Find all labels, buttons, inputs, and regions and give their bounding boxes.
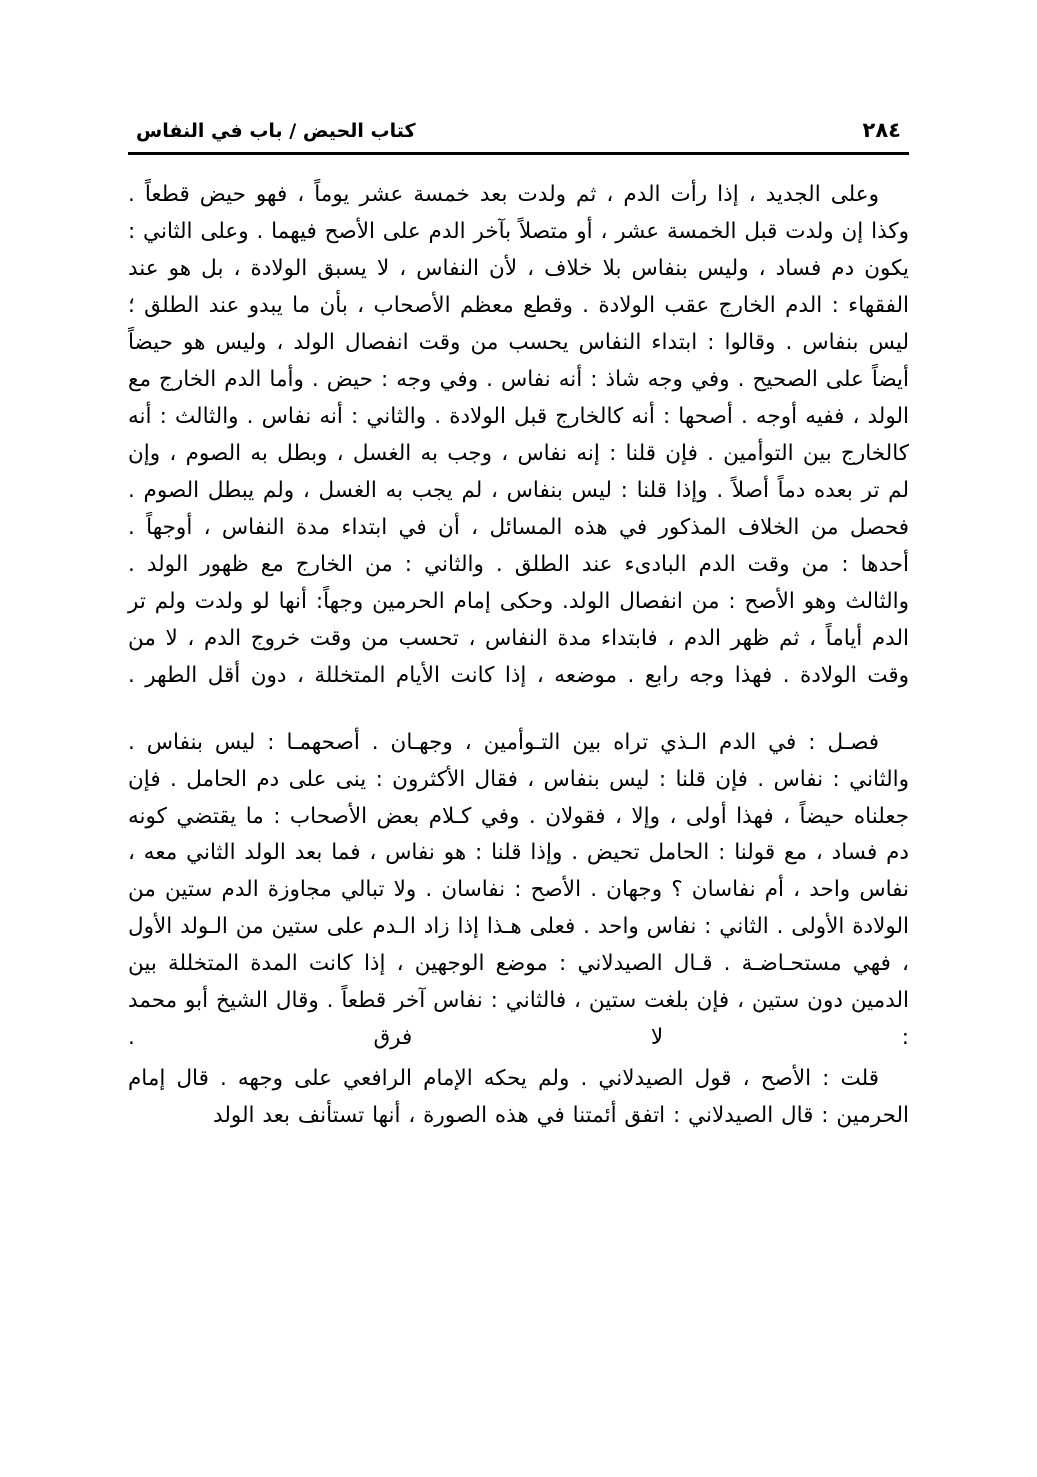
paragraph-3: قلت : الأصح ، قول الصيدلاني . ولم يحكه الإمام الرافعي على وجهه . قال إمام الحرمين : قال الصيدلاني : اتفق أئمتنا في هذه الصورة ، أنها تستأنف بعد الولد: [128, 1066, 909, 1129]
header-page-number: ٢٨٤: [862, 118, 901, 142]
header-divider: [128, 152, 909, 155]
page-content: [128, 118, 909, 1139]
paragraph-1: وعلى الجديد ، إذا رأت الدم ، ثم ولدت بعد خمسة عشر يوماً ، فهو حيض قطعاً . وكذا إن ولدت قبل الخمسة عشر ، أو متصلاً بآخر الدم على الأصح فيهما . وعلى الثاني : يكون دم فساد ، وليس بنفاس بلا خلاف ، لأن النفاس ، لا يسبق الولادة ، بل هو عند الفقهاء : الدم الخارج عقب الولادة . وقطع معظم الأصحاب ، بأن ما يبدو عند الطلق ؛ ليس بنفاس . وقالوا : ابتداء النفاس يحسب من وقت انفصال الولد ، وليس هو حيضاً أيضاً على الصحيح . وفي وجه شاذ : أنه نفاس . وفي وجه : حيض . وأما الدم الخارج مع الولد ، ففيه أوجه . أصحها : أنه كالخارج قبل الولادة . والثاني : أنه نفاس . والثالث : أنه كالخارج بين التوأمين . فإن قلنا : إنه نفاس ، وجب به الغسل ، وبطل به الصوم ، وإن لم تر بعده دماً أصلاً . وإذا قلنا : ليس بنفاس ، لم يجب به الغسل ، ولم يبطل الصوم . فحصل من الخلاف المذكور في هذه المسائل ، أن في ابتداء مدة النفاس ، أوجهاً . أحدها : من وقت الدم البادىء عند الطلق . والثاني : من الخارج مع ظهور الولد . والثالث وهو الأصح : من انفصال الولد. وحكى إمام الحرمين وجهاً: أنها لو ولدت ولم تر الدم أياماً ، ثم ظهر الدم ، فابتداء مدة النفاس ، تحسب من وقت خروج الدم ، لا من وقت الولادة . فهذا وجه رابع . موضعه ، إذا كانت الأيام المتخللة ، دون أقل الطهر .: [127, 182, 909, 688]
body-text: [128, 177, 909, 1135]
page-header: [128, 118, 909, 150]
header-chapter-title: كتاب الحيض / باب في النفاس: [136, 120, 416, 142]
paragraph-2: فصـل : في الدم الـذي تراه بين التـوأمين ، وجهـان . أصحهمـا : ليس بنفاس . والثاني : نفاس . فإن قلنا : ليس بنفاس ، فقال الأكثرون : ينى على دم الحامل . فإن جعلناه حيضاً ، فهذا أولى ، وإلا ، فقولان . وفي كـلام بعض الأصحاب : ما يقتضي كونه دم فساد ، مع قولنا : الحامل تحيض . وإذا قلنا : هو نفاس ، فما بعد الولد الثاني معه ، نفاس واحد ، أم نفاسان ؟ وجهان . الأصح : نفاسان . ولا تبالي مجاوزة الدم ستين من الولادة الأولى . الثاني : نفاس واحد . فعلى هـذا إذا زاد الـدم على ستين من الـولد الأول ، فهي مستحـاضـة . قـال الصيدلاني : موضع الوجهين ، إذا كانت المدة المتخللة بين الدمين دون ستين ، فإن بلغت ستين ، فالثاني : نفاس آخر قطعاً . وقال الشيخ أبو محمد : لا فرق .: [128, 729, 909, 1051]
